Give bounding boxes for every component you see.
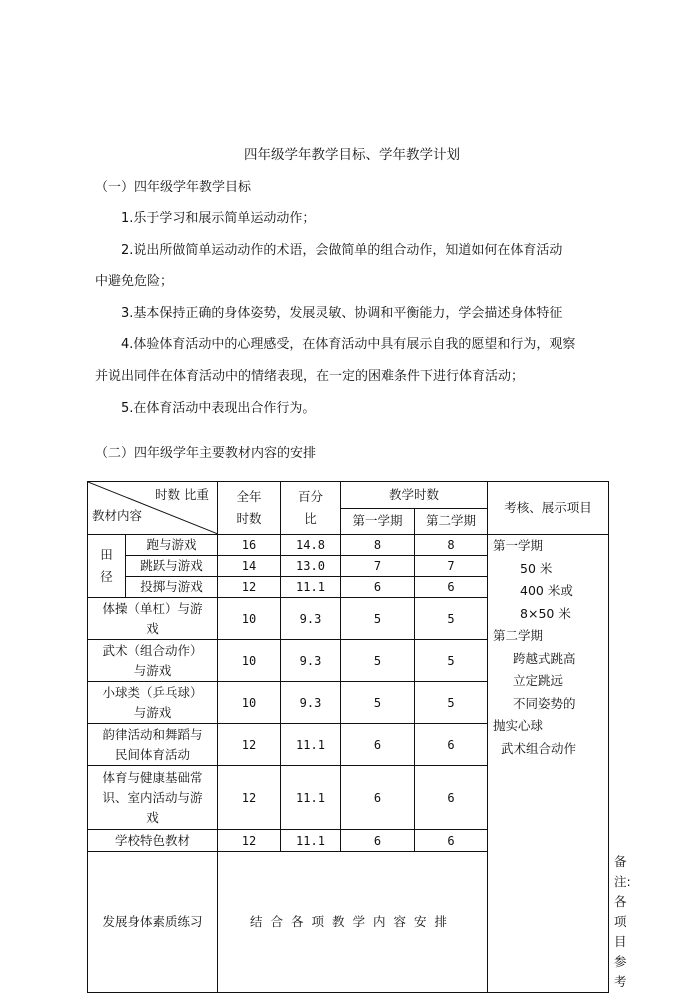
row-name: 体育与健康基础常 识、室内活动与游 戏 bbox=[88, 766, 218, 830]
row-total: 16 bbox=[218, 535, 281, 556]
row-pct: 11.1 bbox=[281, 577, 341, 598]
row-sem1: 6 bbox=[341, 724, 415, 766]
row-pct: 9.3 bbox=[281, 682, 341, 724]
section2-heading: （二）四年级学年主要教材内容的安排 bbox=[95, 446, 317, 461]
row-pct: 13.0 bbox=[281, 556, 341, 577]
row-total: 12 bbox=[218, 830, 281, 852]
assess-line: 跨越式跳高 bbox=[513, 650, 576, 666]
row-name: 跑与游戏 bbox=[126, 535, 218, 556]
row-name: 学校特色教材 bbox=[88, 830, 218, 852]
row-sem1: 6 bbox=[341, 830, 415, 852]
assess-line: 400 米或 bbox=[520, 583, 573, 598]
assess-line: 第二学期 bbox=[493, 628, 544, 643]
goal-item-4: 4.体验体育活动中的心理感受，在体育活动中具有展示自我的愿望和行为，观察 bbox=[121, 337, 576, 352]
assess-line: 第一学期 bbox=[493, 538, 544, 553]
corner-top-label: 时数 比重 bbox=[155, 487, 209, 502]
last-row-middle: 结合各项教学内容安排 bbox=[218, 852, 488, 993]
last-row-name: 发展身体素质练习 bbox=[88, 852, 218, 993]
row-pct: 9.3 bbox=[281, 598, 341, 640]
goal-item-2-cont: 中避免危险； bbox=[95, 274, 174, 289]
page-title: 四年级学年教学目标、学年教学计划 bbox=[244, 147, 460, 163]
row-sem1: 6 bbox=[341, 577, 415, 598]
header-semester-1: 第一学期 bbox=[341, 508, 415, 535]
row-pct: 11.1 bbox=[281, 766, 341, 830]
assess-line: 50 米 bbox=[520, 560, 553, 576]
row-sem1: 6 bbox=[341, 766, 415, 830]
row-sem1: 5 bbox=[341, 640, 415, 682]
assess-line: 不同姿势的 bbox=[513, 695, 576, 711]
assess-line: 8×50 米 bbox=[520, 605, 571, 621]
row-name: 体操（单杠）与游 戏 bbox=[88, 598, 218, 640]
row-total: 10 bbox=[218, 598, 281, 640]
teaching-plan-table: 时数 比重 教材内容 全年时数 百分比 教学时数 考核、展示项目 第一学期 第二学期 田径 跑与游戏 16 14.8 8 8 第一学期 50 米 400 米或 8×50 米 第二学期 跨越式跳高 立定跳远 不同姿势的 抛实心球 武术组合动作 跳跃与游戏 14 13.0 7 7 投掷与游戏 12 11.1 6 6 体操（单杠）与游 戏 10 9.3 5 5 武术（组合动作） 与游戏 10 9.3 5 5 小球类（乒乓球） 与游戏 10 9.3 5 5 韵律活动和舞蹈与 民间体育活动 12 11.1 6 6 体育与健康基础常 识、室内活动与游 戏 12 11.1 6 6 学校特色教材 12 11.1 6 6 发展身体素质练习 结合各项教学内容安排 备注: 各项目参考 bbox=[87, 481, 609, 993]
row-total: 10 bbox=[218, 640, 281, 682]
assessment-items bbox=[488, 535, 609, 993]
row-pct: 11.1 bbox=[281, 830, 341, 852]
row-sem2: 6 bbox=[415, 577, 488, 598]
row-sem1: 5 bbox=[341, 682, 415, 724]
assess-line: 立定跳远 bbox=[513, 673, 564, 688]
row-sem2: 8 bbox=[415, 535, 488, 556]
group-track-field: 田径 bbox=[88, 535, 126, 598]
row-name: 跳跃与游戏 bbox=[126, 556, 218, 577]
row-sem2: 6 bbox=[415, 830, 488, 852]
goal-item-3: 3.基本保持正确的身体姿势，发展灵敏、协调和平衡能力，学会描述身体特征 bbox=[121, 306, 563, 321]
header-total-hours: 全年时数 bbox=[218, 482, 281, 535]
corner-bottom-label: 教材内容 bbox=[92, 508, 143, 523]
row-sem2: 5 bbox=[415, 682, 488, 724]
assess-line: 武术组合动作 bbox=[501, 740, 577, 756]
header-percentage: 百分比 bbox=[281, 482, 341, 535]
row-total: 10 bbox=[218, 682, 281, 724]
row-name: 投掷与游戏 bbox=[126, 577, 218, 598]
row-sem2: 5 bbox=[415, 640, 488, 682]
section1-heading: （一）四年级学年教学目标 bbox=[95, 180, 252, 195]
row-sem2: 5 bbox=[415, 598, 488, 640]
row-sem2: 6 bbox=[415, 766, 488, 830]
row-name: 韵律活动和舞蹈与 民间体育活动 bbox=[88, 724, 218, 766]
row-total: 12 bbox=[218, 766, 281, 830]
row-sem1: 8 bbox=[341, 535, 415, 556]
row-sem2: 6 bbox=[415, 724, 488, 766]
goal-item-5: 5.在体育活动中表现出合作行为。 bbox=[121, 401, 316, 416]
row-pct: 11.1 bbox=[281, 724, 341, 766]
header-assessment: 考核、展示项目 bbox=[488, 482, 609, 535]
row-pct: 9.3 bbox=[281, 640, 341, 682]
goal-item-4-cont: 并说出同伴在体育活动中的情绪表现，在一定的困难条件下进行体育活动； bbox=[95, 369, 525, 384]
row-sem2: 7 bbox=[415, 556, 488, 577]
row-total: 14 bbox=[218, 556, 281, 577]
row-total: 12 bbox=[218, 724, 281, 766]
row-name: 武术（组合动作） 与游戏 bbox=[88, 640, 218, 682]
header-semester-2: 第二学期 bbox=[415, 508, 488, 535]
corner-header-cell bbox=[88, 482, 218, 535]
assess-line: 抛实心球 bbox=[493, 718, 544, 733]
row-total: 12 bbox=[218, 577, 281, 598]
goal-item-2: 2.说出所做简单运动动作的术语，会做简单的组合动作，知道如何在体育活动 bbox=[121, 243, 563, 258]
goal-item-1: 1.乐于学习和展示简单运动动作； bbox=[121, 211, 316, 226]
row-sem1: 7 bbox=[341, 556, 415, 577]
row-name: 小球类（乒乓球） 与游戏 bbox=[88, 682, 218, 724]
row-sem1: 5 bbox=[341, 598, 415, 640]
header-teaching-hours: 教学时数 bbox=[341, 482, 488, 509]
row-pct: 14.8 bbox=[281, 535, 341, 556]
